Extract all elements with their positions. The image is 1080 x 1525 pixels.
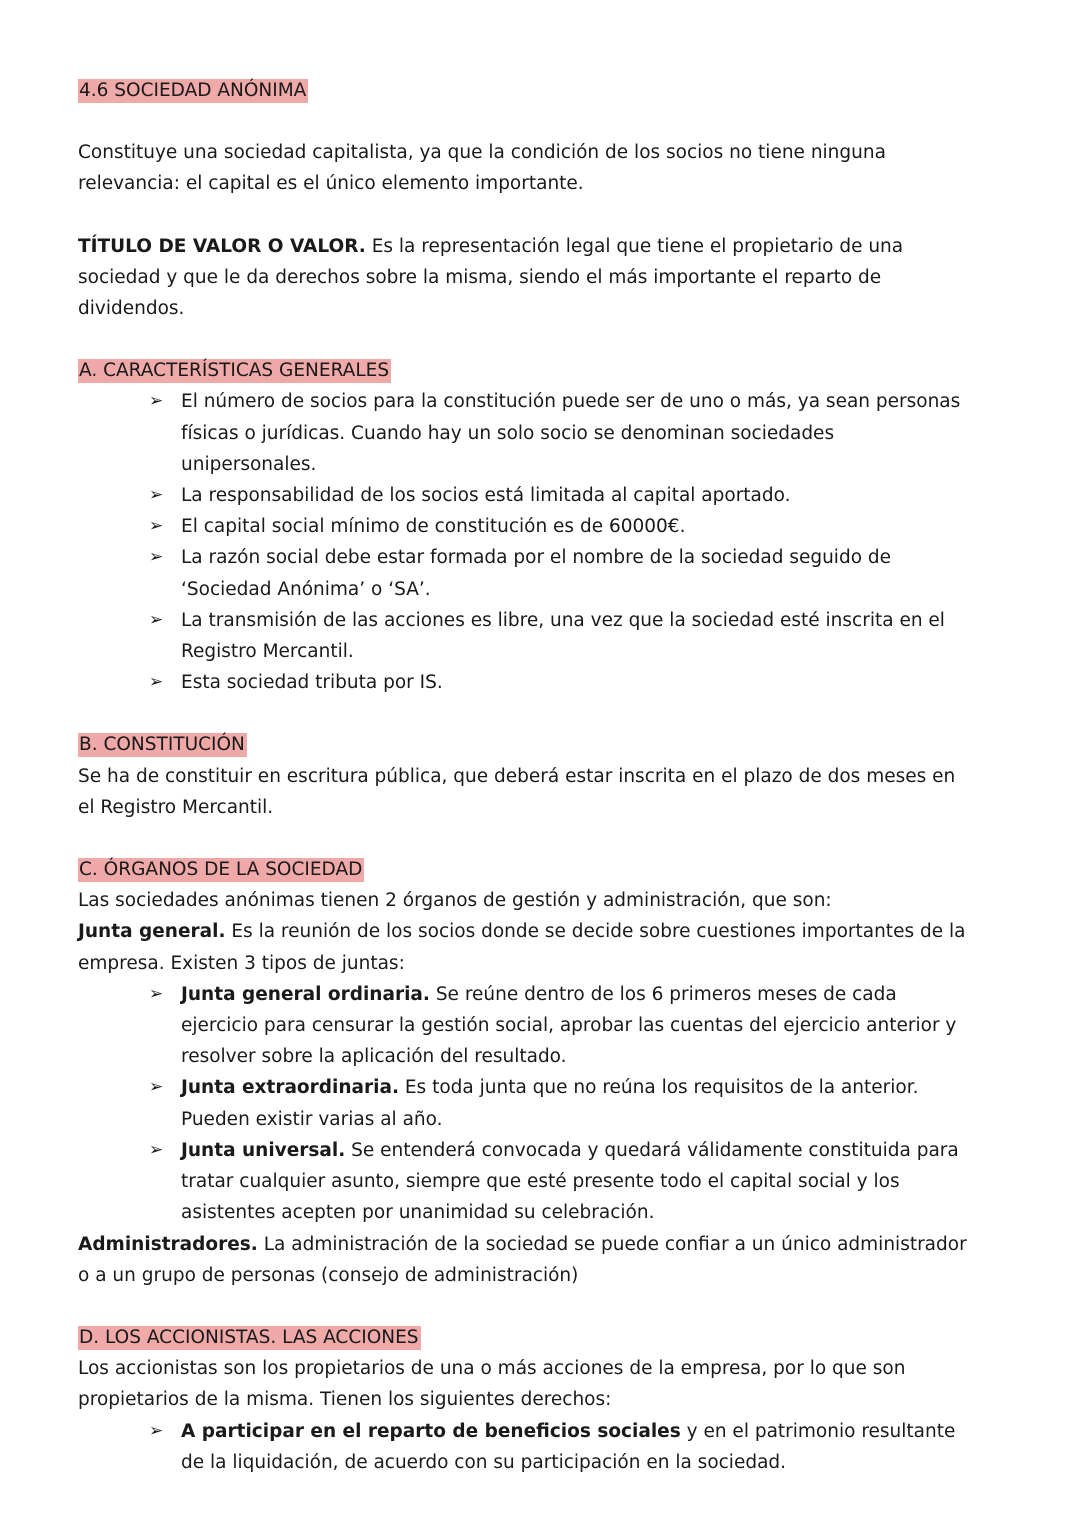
- titulo-valor-text: Es la representación legal que tiene el propietario de una sociedad y que le da derechos sobre la misma, siendo el más importante el reparto de dividendos.: [78, 235, 904, 320]
- section-d-title: D. LOS ACCIONISTAS. LAS ACCIONES: [79, 1326, 419, 1348]
- list-item: ➢ El capital social mínimo de constitución es de 60000€.: [181, 511, 970, 542]
- page-title-text: 4.6 SOCIEDAD ANÓNIMA: [79, 80, 307, 101]
- administradores-text: La administración de la sociedad se puede confiar a un único administrador o a un grupo de personas (consejo de administración): [78, 1233, 967, 1286]
- junta-general-paragraph: [78, 916, 970, 978]
- titulo-valor-paragraph: [78, 231, 970, 325]
- junta-general-term: Junta general.: [78, 921, 226, 943]
- section-d-intro: Los accionistas son los propietarios de una o más acciones de la empresa, por lo que son propietarios de la misma. Tienen los siguientes derechos:: [78, 1358, 906, 1411]
- junta-general-text: Es la reunión de los socios donde se decide sobre cuestiones importantes de la empresa. Existen 3 tipos de juntas:: [78, 921, 966, 974]
- titulo-valor-term: TÍTULO DE VALOR O VALOR.: [78, 235, 366, 257]
- section-a-list: [78, 386, 970, 698]
- list-item: ➢ Esta sociedad tributa por IS.: [181, 667, 970, 698]
- list-item: ➢ La transmisión de las acciones es libre, una vez que la sociedad esté inscrita en el Registro Mercantil.: [181, 605, 970, 667]
- arrow-bullet-icon: ➢: [149, 1420, 164, 1441]
- list-item: ➢ Junta extraordinaria. Es toda junta que no reúna los requisitos de la anterior. Pueden existir varias al año.: [181, 1072, 970, 1134]
- arrow-bullet-icon: ➢: [149, 516, 164, 537]
- intro-paragraph: Constituye una sociedad capitalista, ya que la condición de los socios no tiene ninguna relevancia: el capital es el único elemento importante.: [78, 142, 886, 195]
- arrow-bullet-icon: ➢: [149, 609, 164, 630]
- page-title: [78, 75, 970, 106]
- section-d-list: [78, 1416, 970, 1478]
- section-b-title: B. CONSTITUCIÓN: [79, 734, 245, 756]
- list-item: ➢ Junta universal. Se entenderá convocada y quedará válidamente constituida para tratar cualquier asunto, siempre que esté presente todo el capital social y los asistentes acepten por unanimidad su celebración.: [181, 1135, 970, 1229]
- administradores-term: Administradores.: [78, 1233, 258, 1255]
- arrow-bullet-icon: ➢: [149, 391, 164, 412]
- list-item: ➢ A participar en el reparto de beneficios sociales y en el patrimonio resultante de la liquidación, de acuerdo con su participación en la sociedad.: [181, 1416, 970, 1478]
- list-item: ➢ La razón social debe estar formada por el nombre de la sociedad seguido de ‘Sociedad Anónima’ o ‘SA’.: [181, 542, 970, 604]
- section-b-text: Se ha de constituir en escritura pública, que deberá estar inscrita en el plazo de dos meses en el Registro Mercantil.: [78, 765, 956, 818]
- section-a-title: A. CARACTERÍSTICAS GENERALES: [79, 360, 390, 382]
- arrow-bullet-icon: ➢: [149, 547, 164, 568]
- arrow-bullet-icon: ➢: [149, 1077, 164, 1098]
- arrow-bullet-icon: ➢: [149, 983, 164, 1004]
- arrow-bullet-icon: ➢: [149, 1139, 164, 1160]
- section-d-heading: [78, 1322, 970, 1353]
- list-item: ➢ La responsabilidad de los socios está limitada al capital aportado.: [181, 480, 970, 511]
- section-c-intro: Las sociedades anónimas tienen 2 órganos de gestión y administración, que son:: [78, 890, 832, 912]
- list-item: ➢ Junta general ordinaria. Se reúne dentro de los 6 primeros meses de cada ejercicio para censurar la gestión social, aprobar las cuentas del ejercicio anterior y resolver sobre la aplicación del resultado.: [181, 979, 970, 1073]
- administradores-paragraph: [78, 1229, 970, 1291]
- arrow-bullet-icon: ➢: [149, 485, 164, 506]
- section-c-heading: [78, 854, 970, 885]
- arrow-bullet-icon: ➢: [149, 672, 164, 693]
- juntas-list: [78, 979, 970, 1229]
- section-b-heading: [78, 729, 970, 760]
- section-c-title: C. ÓRGANOS DE LA SOCIEDAD: [79, 859, 363, 881]
- list-item: ➢ El número de socios para la constitución puede ser de uno o más, ya sean personas físicas o jurídicas. Cuando hay un solo socio se denominan sociedades unipersonales.: [181, 386, 970, 480]
- section-a-heading: [78, 355, 970, 386]
